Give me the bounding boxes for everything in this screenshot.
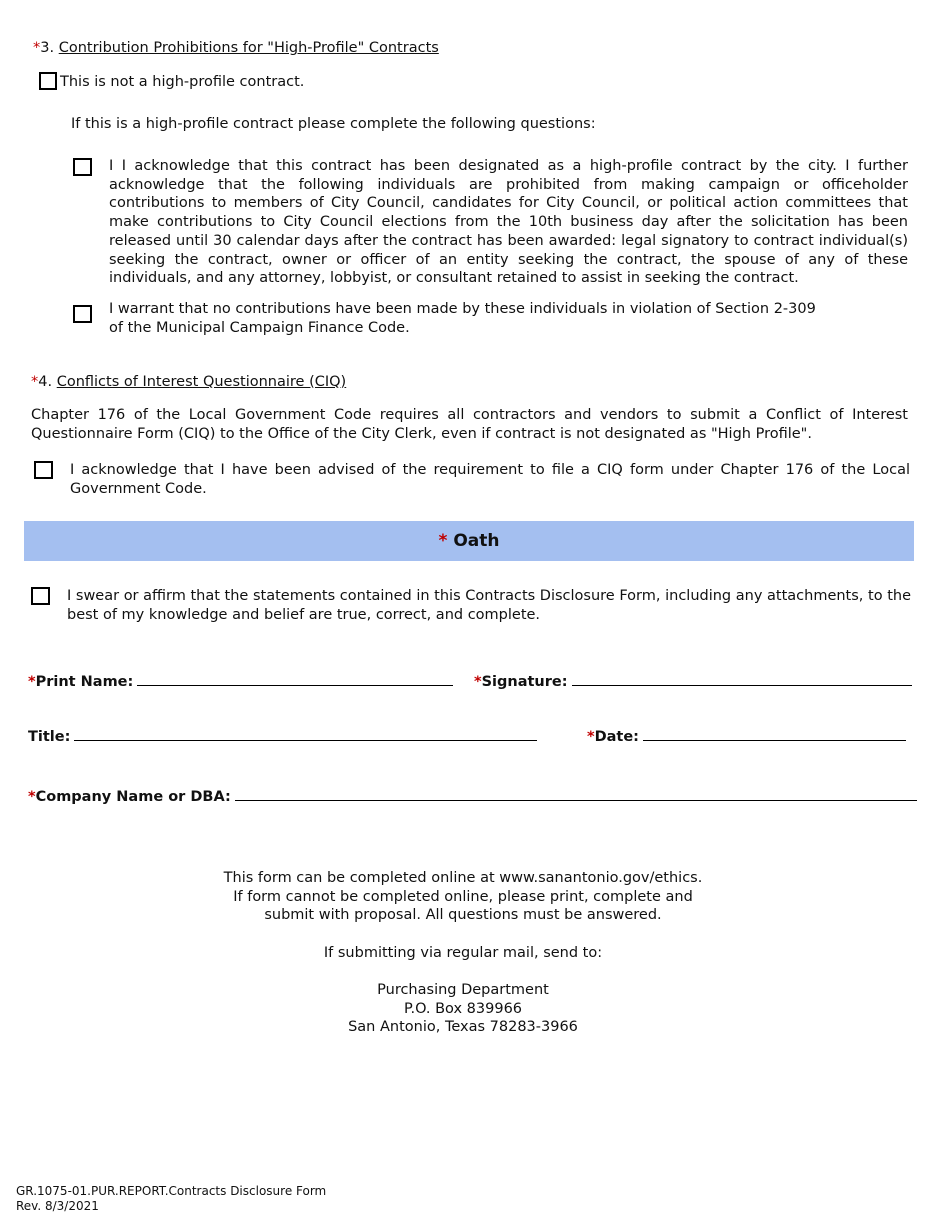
oath-header (24, 521, 914, 561)
address-city: San Antonio, Texas 78283-3966 (348, 1019, 578, 1036)
no-contributions-warrant-checkbox[interactable] (73, 305, 92, 323)
high-profile-acknowledge-text: I I acknowledge that this contract has been designated as a high-profile contract by the city. I further acknowledge that the following individuals are prohibited from making campaign or officeholder contributions to members of City Council, candidates for City Council, or political action committees that make contributions to City Council elections from the 10th business day after the solicitation has been released until 30 calendar days after the contract has been awarded: legal signatory to contract individual(s) seeking the contract, owner or officer of an entity seeking the contract, the spouse of any of these individuals, and any attorney, lobbyist, or consultant retained to assist in seeking the contract. (109, 158, 908, 287)
ciq-acknowledge-text: I acknowledge that I have been advised of the requirement to file a CIQ form under Chapter 176 of the Local Government Code. (70, 462, 910, 497)
title-label: Title: (28, 729, 71, 745)
signature-label: Signature: (481, 674, 568, 690)
title-field[interactable] (28, 725, 537, 745)
oath-title: Oath (453, 531, 500, 551)
company-line[interactable] (235, 785, 917, 801)
required-asterisk: * (28, 674, 36, 690)
oath-statement: I swear or affirm that the statements contained in this Contracts Disclosure Form, including any attachments, to the best of my knowledge and belief are true, correct, and complete. (67, 588, 911, 623)
address-department: Purchasing Department (377, 982, 549, 998)
signature-line[interactable] (572, 670, 912, 686)
high-profile-intro: If this is a high-profile contract please complete the following questions: (71, 116, 596, 132)
oath-checkbox[interactable] (31, 587, 50, 605)
required-asterisk: * (33, 40, 41, 56)
not-high-profile-checkbox[interactable] (39, 72, 57, 90)
date-line[interactable] (643, 725, 906, 741)
online-info-line-1: This form can be completed online at www.sanantonio.gov/ethics. (223, 870, 703, 886)
section3-number: 3. (40, 40, 59, 56)
required-asterisk: * (438, 531, 448, 551)
print-name-line[interactable] (137, 670, 453, 686)
required-asterisk: * (28, 789, 36, 805)
form-id: GR.1075-01.PUR.REPORT.Contracts Disclosure Form (16, 1184, 327, 1198)
ciq-acknowledge-checkbox[interactable] (34, 461, 53, 479)
section4-number: 4. (38, 374, 57, 390)
signature-field[interactable] (474, 670, 912, 690)
online-info-line-3: submit with proposal. All questions must be answered. (264, 907, 662, 924)
warrant-line-2: of the Municipal Campaign Finance Code. (109, 319, 410, 336)
form-footer (16, 1184, 326, 1214)
title-line[interactable] (74, 725, 537, 741)
section3-heading (33, 40, 439, 56)
mailing-address (0, 981, 926, 1037)
online-info-line-2: If form cannot be completed online, please print, complete and (233, 888, 693, 905)
warrant-line-1: I warrant that no contributions have been made by these individuals in violation of Section 2-309 (109, 301, 816, 317)
high-profile-acknowledge-checkbox[interactable] (73, 158, 92, 176)
section4-heading (31, 374, 346, 390)
section3-title: Contribution Prohibitions for "High-Profile" Contracts (58, 40, 439, 56)
revision-date: Rev. 8/3/2021 (16, 1199, 99, 1213)
print-name-label: Print Name: (35, 674, 134, 690)
required-asterisk: * (31, 374, 39, 390)
required-asterisk: * (474, 674, 482, 690)
section4-title: Conflicts of Interest Questionnaire (CIQ) (56, 374, 347, 390)
company-field[interactable] (28, 785, 917, 805)
ciq-paragraph: Chapter 176 of the Local Government Code requires all contractors and vendors to submit a Conflict of Interest Questionnaire Form (CIQ) to the Office of the City Clerk, even if contract is not designated as "High Profile". (31, 407, 908, 442)
date-field[interactable] (587, 725, 906, 745)
online-info (0, 869, 926, 925)
address-po-box: P.O. Box 839966 (403, 1000, 523, 1017)
required-asterisk: * (587, 729, 595, 745)
not-high-profile-label: This is not a high-profile contract. (60, 74, 305, 90)
print-name-field[interactable] (28, 670, 453, 690)
no-contributions-warrant-text (109, 300, 816, 337)
mail-instruction: If submitting via regular mail, send to: (323, 945, 603, 961)
date-label: Date: (594, 729, 639, 745)
company-label: Company Name or DBA: (35, 789, 231, 805)
